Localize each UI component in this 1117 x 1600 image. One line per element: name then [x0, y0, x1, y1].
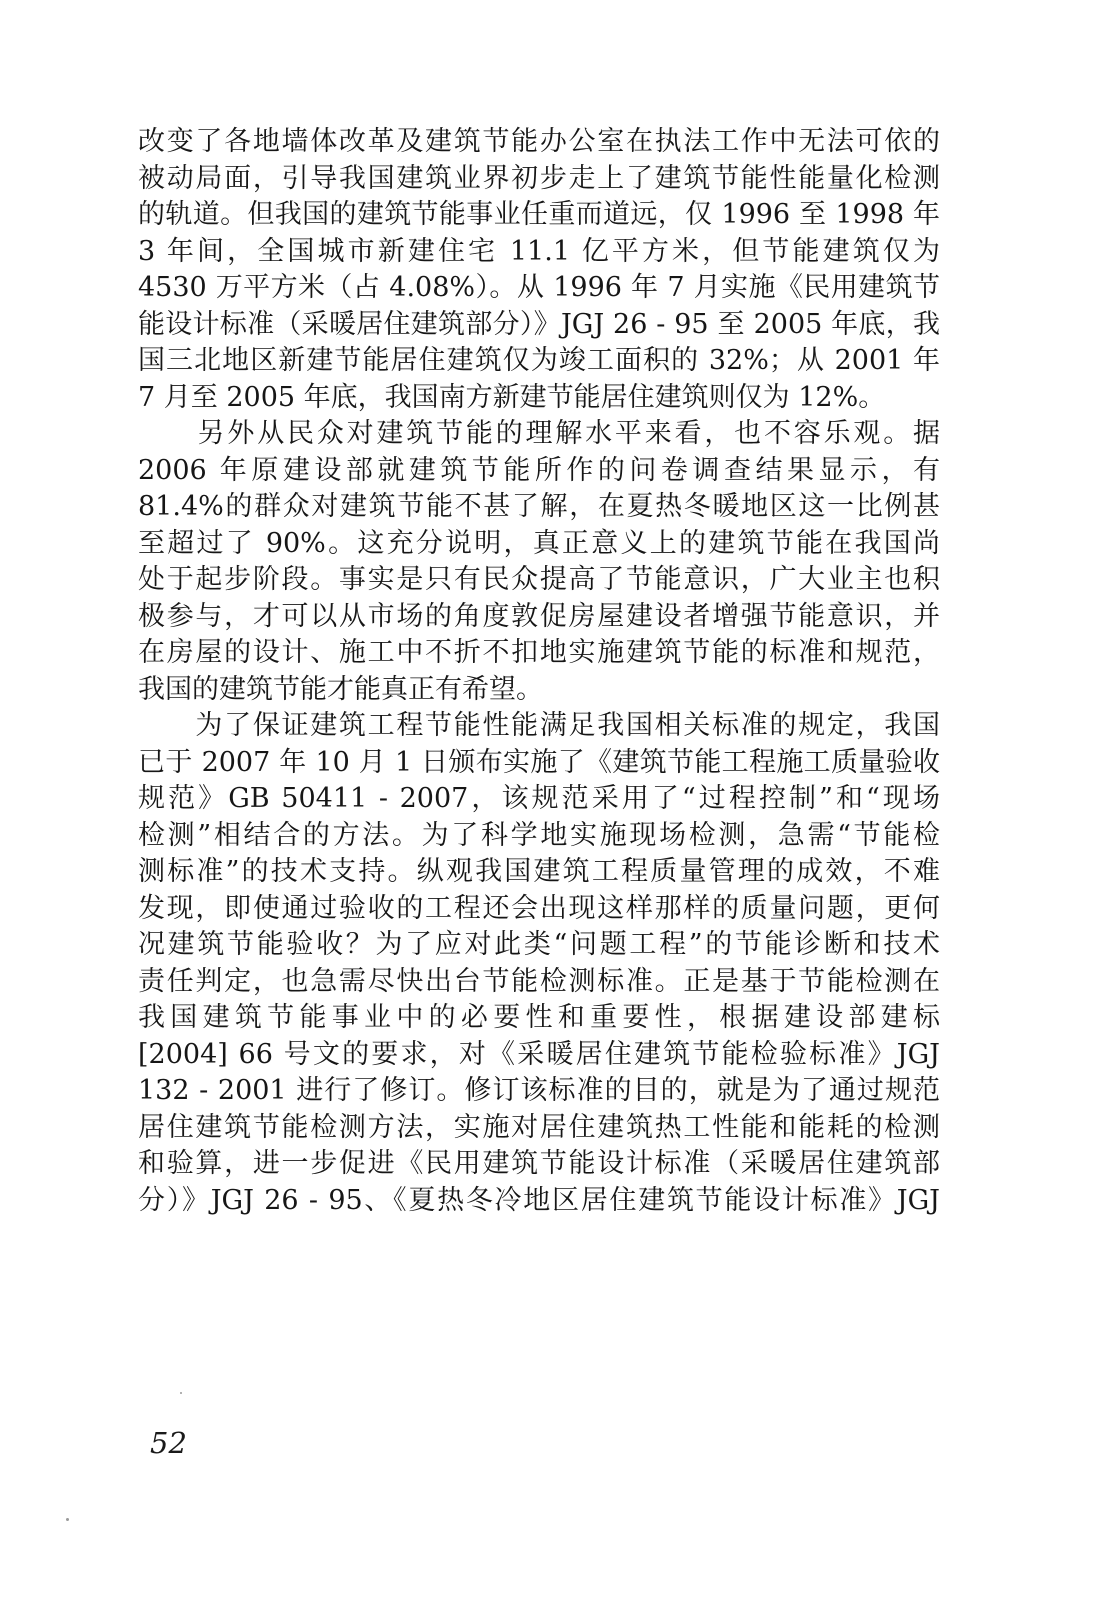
- text-line: 81.4%的群众对建筑节能不甚了解，在夏热冬暖地区这一比例甚: [138, 491, 940, 522]
- text-line: 改变了各地墙体改革及建筑节能办公室在执法工作中无法可依的: [138, 126, 940, 157]
- text-line: 4530 万平方米（占 4.08%）。从 1996 年 7 月实施《民用建筑节: [138, 272, 940, 303]
- scan-speck: [66, 1518, 69, 1521]
- text-line: 国三北地区新建节能居住建筑仅为竣工面积的 32%；从 2001 年: [138, 345, 940, 376]
- text-line: 132 - 2001 进行了修订。修订该标准的目的，就是为了通过规范: [138, 1075, 940, 1106]
- text-line: [2004] 66 号文的要求，对《采暖居住建筑节能检验标准》JGJ: [138, 1038, 940, 1070]
- text-line: 况建筑节能验收？为了应对此类“问题工程”的节能诊断和技术: [138, 929, 940, 960]
- text-line: 至超过了 90%。这充分说明，真正意义上的建筑节能在我国尚: [138, 527, 940, 559]
- text-line: 我国建筑节能事业中的必要性和重要性，根据建设部建标: [138, 1002, 940, 1033]
- text-line: 2006 年原建设部就建筑节能所作的问卷调查结果显示，有: [138, 454, 940, 486]
- text-line: 被动局面，引导我国建筑业界初步走上了建筑节能性能量化检测: [138, 162, 940, 194]
- text-line: 极参与，才可以从市场的角度敦促房屋建设者增强节能意识，并: [138, 600, 940, 632]
- text-line: 分）》JGJ 26 - 95、《夏热冬冷地区居住建筑节能设计标准》JGJ: [138, 1184, 940, 1216]
- text-line: 能设计标准（采暖居住建筑部分）》JGJ 26 - 95 至 2005 年底，我: [138, 308, 940, 340]
- text-line: 的轨道。但我国的建筑节能事业任重而道远，仅 1996 至 1998 年: [138, 199, 940, 230]
- text-line: 为了保证建筑工程节能性能满足我国相关标准的规定，我国: [138, 710, 940, 741]
- text-line: 检测”相结合的方法。为了科学地实施现场检测，急需“节能检: [138, 819, 940, 851]
- text-line: 处于起步阶段。事实是只有民众提高了节能意识，广大业主也积: [138, 564, 940, 595]
- text-line: 发现，即使通过验收的工程还会出现这样那样的质量问题，更何: [138, 892, 940, 924]
- text-line: 和验算，进一步促进《民用建筑节能设计标准（采暖居住建筑部: [138, 1148, 940, 1179]
- body-text: [138, 124, 940, 1219]
- text-line: 责任判定，也急需尽快出台节能检测标准。正是基于节能检测在: [138, 965, 940, 997]
- text-line: 居住建筑节能检测方法，实施对居住建筑热工性能和能耗的检测: [138, 1111, 940, 1143]
- text-line: 另外从民众对建筑节能的理解水平来看，也不容乐观。据: [138, 418, 940, 449]
- text-line: 7 月至 2005 年底，我国南方新建节能居住建筑则仅为 12%。: [138, 381, 886, 413]
- text-line: 3 年间，全国城市新建住宅 11.1 亿平方米，但节能建筑仅为: [138, 235, 940, 267]
- text-line: 测标准”的技术支持。纵观我国建筑工程质量管理的成效，不难: [138, 856, 940, 887]
- page-number: 52: [150, 1426, 187, 1460]
- text-line: 在房屋的设计、施工中不折不扣地实施建筑节能的标准和规范，: [138, 637, 940, 668]
- scan-speck: [180, 1392, 182, 1394]
- text-line: 规范》GB 50411 - 2007，该规范采用了“过程控制”和“现场: [138, 783, 940, 814]
- text-line: 我国的建筑节能才能真正有希望。: [138, 673, 543, 705]
- text-line: 已于 2007 年 10 月 1 日颁布实施了《建筑节能工程施工质量验收: [138, 746, 940, 778]
